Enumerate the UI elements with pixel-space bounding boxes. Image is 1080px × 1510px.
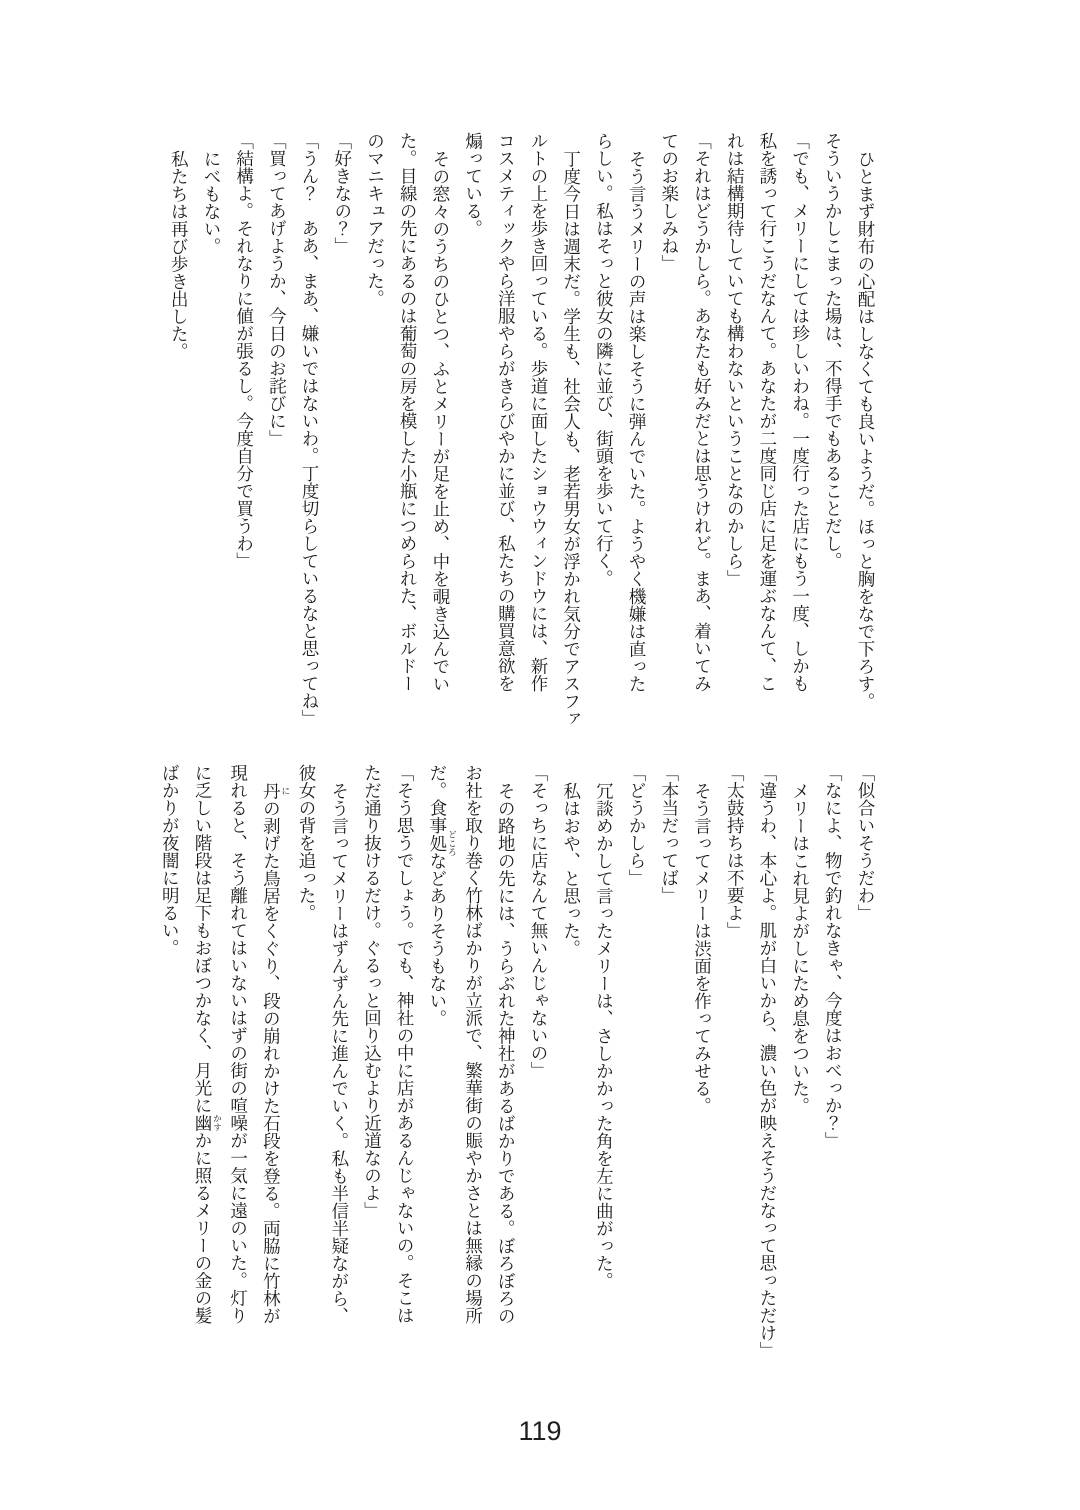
text-line: 「太鼓持ちは不要よ」: [725, 764, 746, 939]
text-line: ただ通り抜けるだけ。ぐるっと回り込むより近道なのよ」: [362, 764, 383, 1219]
text-line: ばかりが夜闇に明るい。: [160, 764, 181, 957]
page-number: 119: [518, 1416, 562, 1446]
text-line: お社を取り巻く竹林ばかりが立派で、繁華街の賑やかさとは無縁の場所: [463, 764, 484, 1324]
text-line: そういうかしこまった場は、不得手でもあることだし。: [823, 132, 844, 570]
text-tier-upper: [158, 132, 882, 727]
text-line: のマニキュアだった。: [365, 132, 386, 307]
text-line: 「うん？ ああ、まあ、嫌いではないわ。丁度切らしているなと思ってね」: [300, 132, 321, 727]
text-line: 「そう思うでしょう。でも、神社の中に店があるんじゃないの。そこは: [395, 764, 416, 1324]
text-line: 「なによ、物で釣れなきゃ、今度はおべっか？」: [823, 764, 844, 1149]
text-line: 丹 にの剥げた鳥居をくぐり、段の崩れかけた石段を登る。両脇に竹林が: [261, 781, 291, 1324]
text-line: らしい。私はそっと彼女の隣に並び、街頭を歩いて行く。: [594, 132, 615, 587]
text-line: メリーはこれ見よがしにため息をついた。: [790, 781, 811, 1114]
text-line: てのお楽しみね」: [659, 132, 680, 272]
text-line: 「そっちに店なんて無いんじゃないの」: [528, 764, 549, 1079]
ruby-annotated-word: 処 どころ: [427, 830, 457, 857]
text-line: だ。食事処 どころなどありそうもない。: [427, 764, 457, 1028]
text-line: ひとまず財布の心配はしなくても良いようだ。ほっと胸をなで下ろす。: [856, 149, 876, 710]
text-line: ルトの上を歩き回っている。歩道に面したショウウィンドウには、新作: [528, 132, 549, 692]
text-line: れは結構期待していても構わないということなのかしら」: [725, 132, 746, 587]
text-line: 私はおや、と思った。: [561, 781, 582, 957]
text-line: 私を誘って行こうだなんて。あなたが二度同じ店に足を運ぶなんて、こ: [757, 132, 778, 692]
text-line: 煽っている。: [463, 132, 484, 237]
text-tier-lower: [158, 764, 882, 1359]
text-line: 冗談めかして言ったメリーは、さしかかった角を左に曲がった。: [594, 781, 615, 1289]
text-line: 「違うわ、本心よ。肌が白いから、濃い色が映えそうだなって思っただけ」: [757, 764, 778, 1359]
ruby-annotated-word: 幽 かす: [192, 1114, 222, 1132]
text-line: 「どうかしら」: [627, 764, 648, 887]
text-line: 「でも、メリーにしては珍しいわね。一度行った店にもう一度、しかも: [790, 132, 811, 692]
text-line: 「好きなの？」: [332, 132, 353, 255]
text-line: そう言ってメリーはずんずん先に進んでいく。私も半信半疑ながら、: [329, 781, 350, 1324]
text-line: 彼女の背を追った。: [297, 764, 318, 922]
text-line: その路地の先には、うらぶれた神社があるばかりである。ぼろぼろの: [496, 781, 517, 1324]
text-line: そう言ってメリーは渋面を作ってみせる。: [692, 781, 713, 1114]
text-line: 「本当だってば」: [659, 764, 680, 904]
text-line: 「結構よ。それなりに値が張るし。今度自分で買うわ」: [234, 132, 255, 570]
text-line: た。目線の先にあるのは葡萄の房を模した小瓶につめられた、ボルドー: [398, 132, 419, 692]
text-line: 「それはどうかしら。あなたも好みだとは思うけれど。まあ、着いてみ: [692, 132, 713, 692]
text-line: 私たちは再び歩き出した。: [169, 149, 190, 360]
text-line: 「似合いそうだわ」: [856, 764, 876, 922]
text-line: コスメティックやら洋服やらがきらびやかに並び、私たちの購買意欲を: [496, 132, 517, 692]
text-line: に乏しい階段は足下もおぼつかなく、月光に幽 かすかに照るメリーの金の髪: [192, 764, 222, 1324]
text-line: 現れると、そう離れてはいないはずの街の喧噪が一気に遠のいた。灯り: [228, 764, 249, 1324]
text-line: その窓々のうちのひとつ、ふとメリーが足を止め、中を覗き込んでい: [430, 149, 451, 692]
text-line: 「買ってあげようか、今日のお詫びに」: [267, 132, 288, 447]
ruby-annotated-word: 丹 に: [261, 781, 291, 799]
text-line: そう言うメリーの声は楽しそうに弾んでいた。ようやく機嫌は直った: [627, 149, 648, 692]
text-line: にべもない。: [201, 149, 222, 255]
text-line: 丁度今日は週末だ。学生も、社会人も、老若男女が浮かれ気分でアスファ: [561, 149, 582, 727]
